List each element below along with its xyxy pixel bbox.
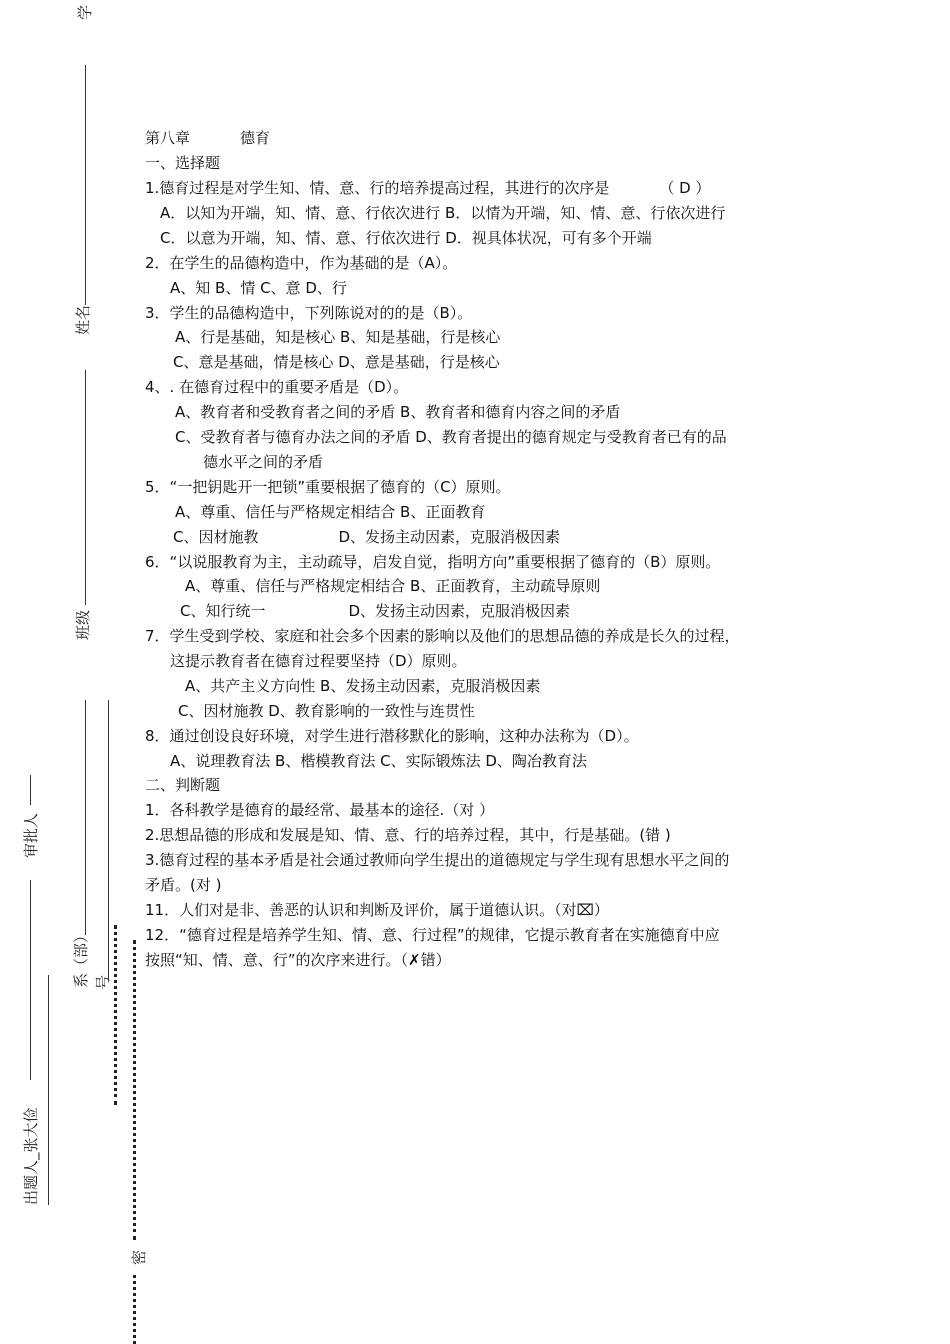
margin-student-number-glyph: 学 <box>76 4 94 20</box>
margin-line-class <box>85 700 86 935</box>
question-1-options-1: A．以知为开端，知、情、意、行依次进行 B．以情为开端，知、情、意、行依次进行 <box>160 204 726 222</box>
margin-class-label: 班级 <box>74 609 92 640</box>
question-3-options-1: A、行是基础，知是核心 B、知是基础，行是核心 <box>175 328 501 346</box>
question-7-options-1: A、共产主义方向性 B、发扬主动因素，克服消极因素 <box>185 677 541 695</box>
question-1-text: 1.德育过程是对学生知、情、意、行的培养提高过程，其进行的次序是 <box>145 179 610 197</box>
question-2-options: A、知 B、情 C、意 D、行 <box>170 279 347 297</box>
question-5-options-2 <box>173 527 560 547</box>
question-4-options-2: C、受教育者与德育办法之间的矛盾 D、教育者提出的德育规定与受教育者已有的品 <box>175 428 727 446</box>
question-5-option-d: D、发扬主动因素，克服消极因素 <box>338 528 561 546</box>
judgement-12: 12．“德育过程是培养学生知、情、意、行过程”的规律，它提示教育者在实施德育中应 <box>145 926 720 944</box>
question-1-options-2: C．以意为开端，知、情、意、行依次进行 D．视具体状况，可有多个开端 <box>160 229 652 247</box>
margin-line-dept-1 <box>108 700 109 980</box>
margin-dept-label: 系（部） <box>72 927 90 988</box>
margin-line-name <box>85 370 86 605</box>
judgement-11: 11．人们对是非、善恶的认识和判断及评价，属于道德认识。（对⌧） <box>145 901 609 919</box>
chapter-heading <box>145 128 270 148</box>
margin-seal-label: 密 <box>130 1249 148 1265</box>
question-1-answer: （ D ） <box>659 179 711 197</box>
question-4-options-1: A、教育者和受教育者之间的矛盾 B、教育者和德育内容之间的矛盾 <box>175 403 621 421</box>
question-7-continued: 这提示教育者在德育过程要坚持（D）原则。 <box>170 652 467 670</box>
margin-line-number <box>85 65 86 305</box>
question-8: 8．通过创设良好环境，对学生进行潜移默化的影响，这种办法称为（D）。 <box>145 727 639 745</box>
margin-line-examiner-1 <box>30 880 31 1080</box>
chapter-title: 德育 <box>240 129 271 147</box>
margin-dotted-line-bottom <box>133 1275 136 1344</box>
chapter-number: 第八章 <box>145 129 191 147</box>
judgement-1: 1．各科教学是德育的最经常、最基本的途径.（对 ） <box>145 801 495 819</box>
margin-number-label: 号 <box>94 974 112 990</box>
margin-line-approver <box>30 775 31 805</box>
section-judgement-heading: 二、判断题 <box>145 776 221 794</box>
question-5: 5．“一把钥匙开一把锁”重要根据了德育的（C）原则。 <box>145 478 511 496</box>
question-3: 3．学生的品德构造中，下列陈说对的的是（B）。 <box>145 304 473 322</box>
question-4-options-3: 德水平之间的矛盾 <box>203 453 324 471</box>
margin-examiner-label: 出题人_张大俭 <box>22 1107 40 1205</box>
question-1 <box>145 178 710 198</box>
question-5-option-c: C、因材施教 <box>173 528 259 546</box>
question-6-options-1: A、尊重、信任与严格规定相结合 B、正面教育，主动疏导原则 <box>185 577 601 595</box>
margin-dotted-line-lower <box>133 940 136 1240</box>
question-4: 4、. 在德育过程中的重要矛盾是（D）。 <box>145 378 409 396</box>
question-2: 2．在学生的品德构造中，作为基础的是（A）。 <box>145 254 458 272</box>
section-choice-heading: 一、选择题 <box>145 154 221 172</box>
question-6-options-2 <box>180 601 570 621</box>
question-8-options: A、说理教育法 B、楷模教育法 C、实际锻炼法 D、陶冶教育法 <box>170 752 587 770</box>
question-7-options-2: C、因材施教 D、教育影响的一致性与连贯性 <box>178 702 475 720</box>
judgement-12-continued: 按照“知、情、意、行”的次序来进行。（✗错） <box>145 951 451 969</box>
judgement-2: 2.思想品德的形成和发展是知、情、意、行的培养过程，其中，行是基础。(错 ) <box>145 826 671 844</box>
judgement-3-continued: 矛盾。(对 ) <box>145 876 222 894</box>
question-5-options-1: A、尊重、信任与严格规定相结合 B、正面教育 <box>175 503 486 521</box>
question-3-options-2: C、意是基础，情是核心 D、意是基础，行是核心 <box>173 353 500 371</box>
question-6-option-d: D、发扬主动因素，克服消极因素 <box>348 602 571 620</box>
margin-line-examiner-2 <box>48 975 49 1205</box>
question-6: 6．“以说服教育为主，主动疏导，启发自觉，指明方向”重要根据了德育的（B）原则。 <box>145 553 721 571</box>
margin-name-label: 姓名 <box>74 304 92 335</box>
question-6-option-c: C、知行统一 <box>180 602 266 620</box>
margin-dotted-line-upper <box>114 925 117 1105</box>
judgement-3: 3.德育过程的基本矛盾是社会通过教师向学生提出的道德规定与学生现有思想水平之间的 <box>145 851 730 869</box>
margin-approver-label: 审批人 <box>22 812 40 858</box>
question-7: 7．学生受到学校、家庭和社会多个因素的影响以及他们的思想品德的养成是长久的过程， <box>145 627 740 645</box>
